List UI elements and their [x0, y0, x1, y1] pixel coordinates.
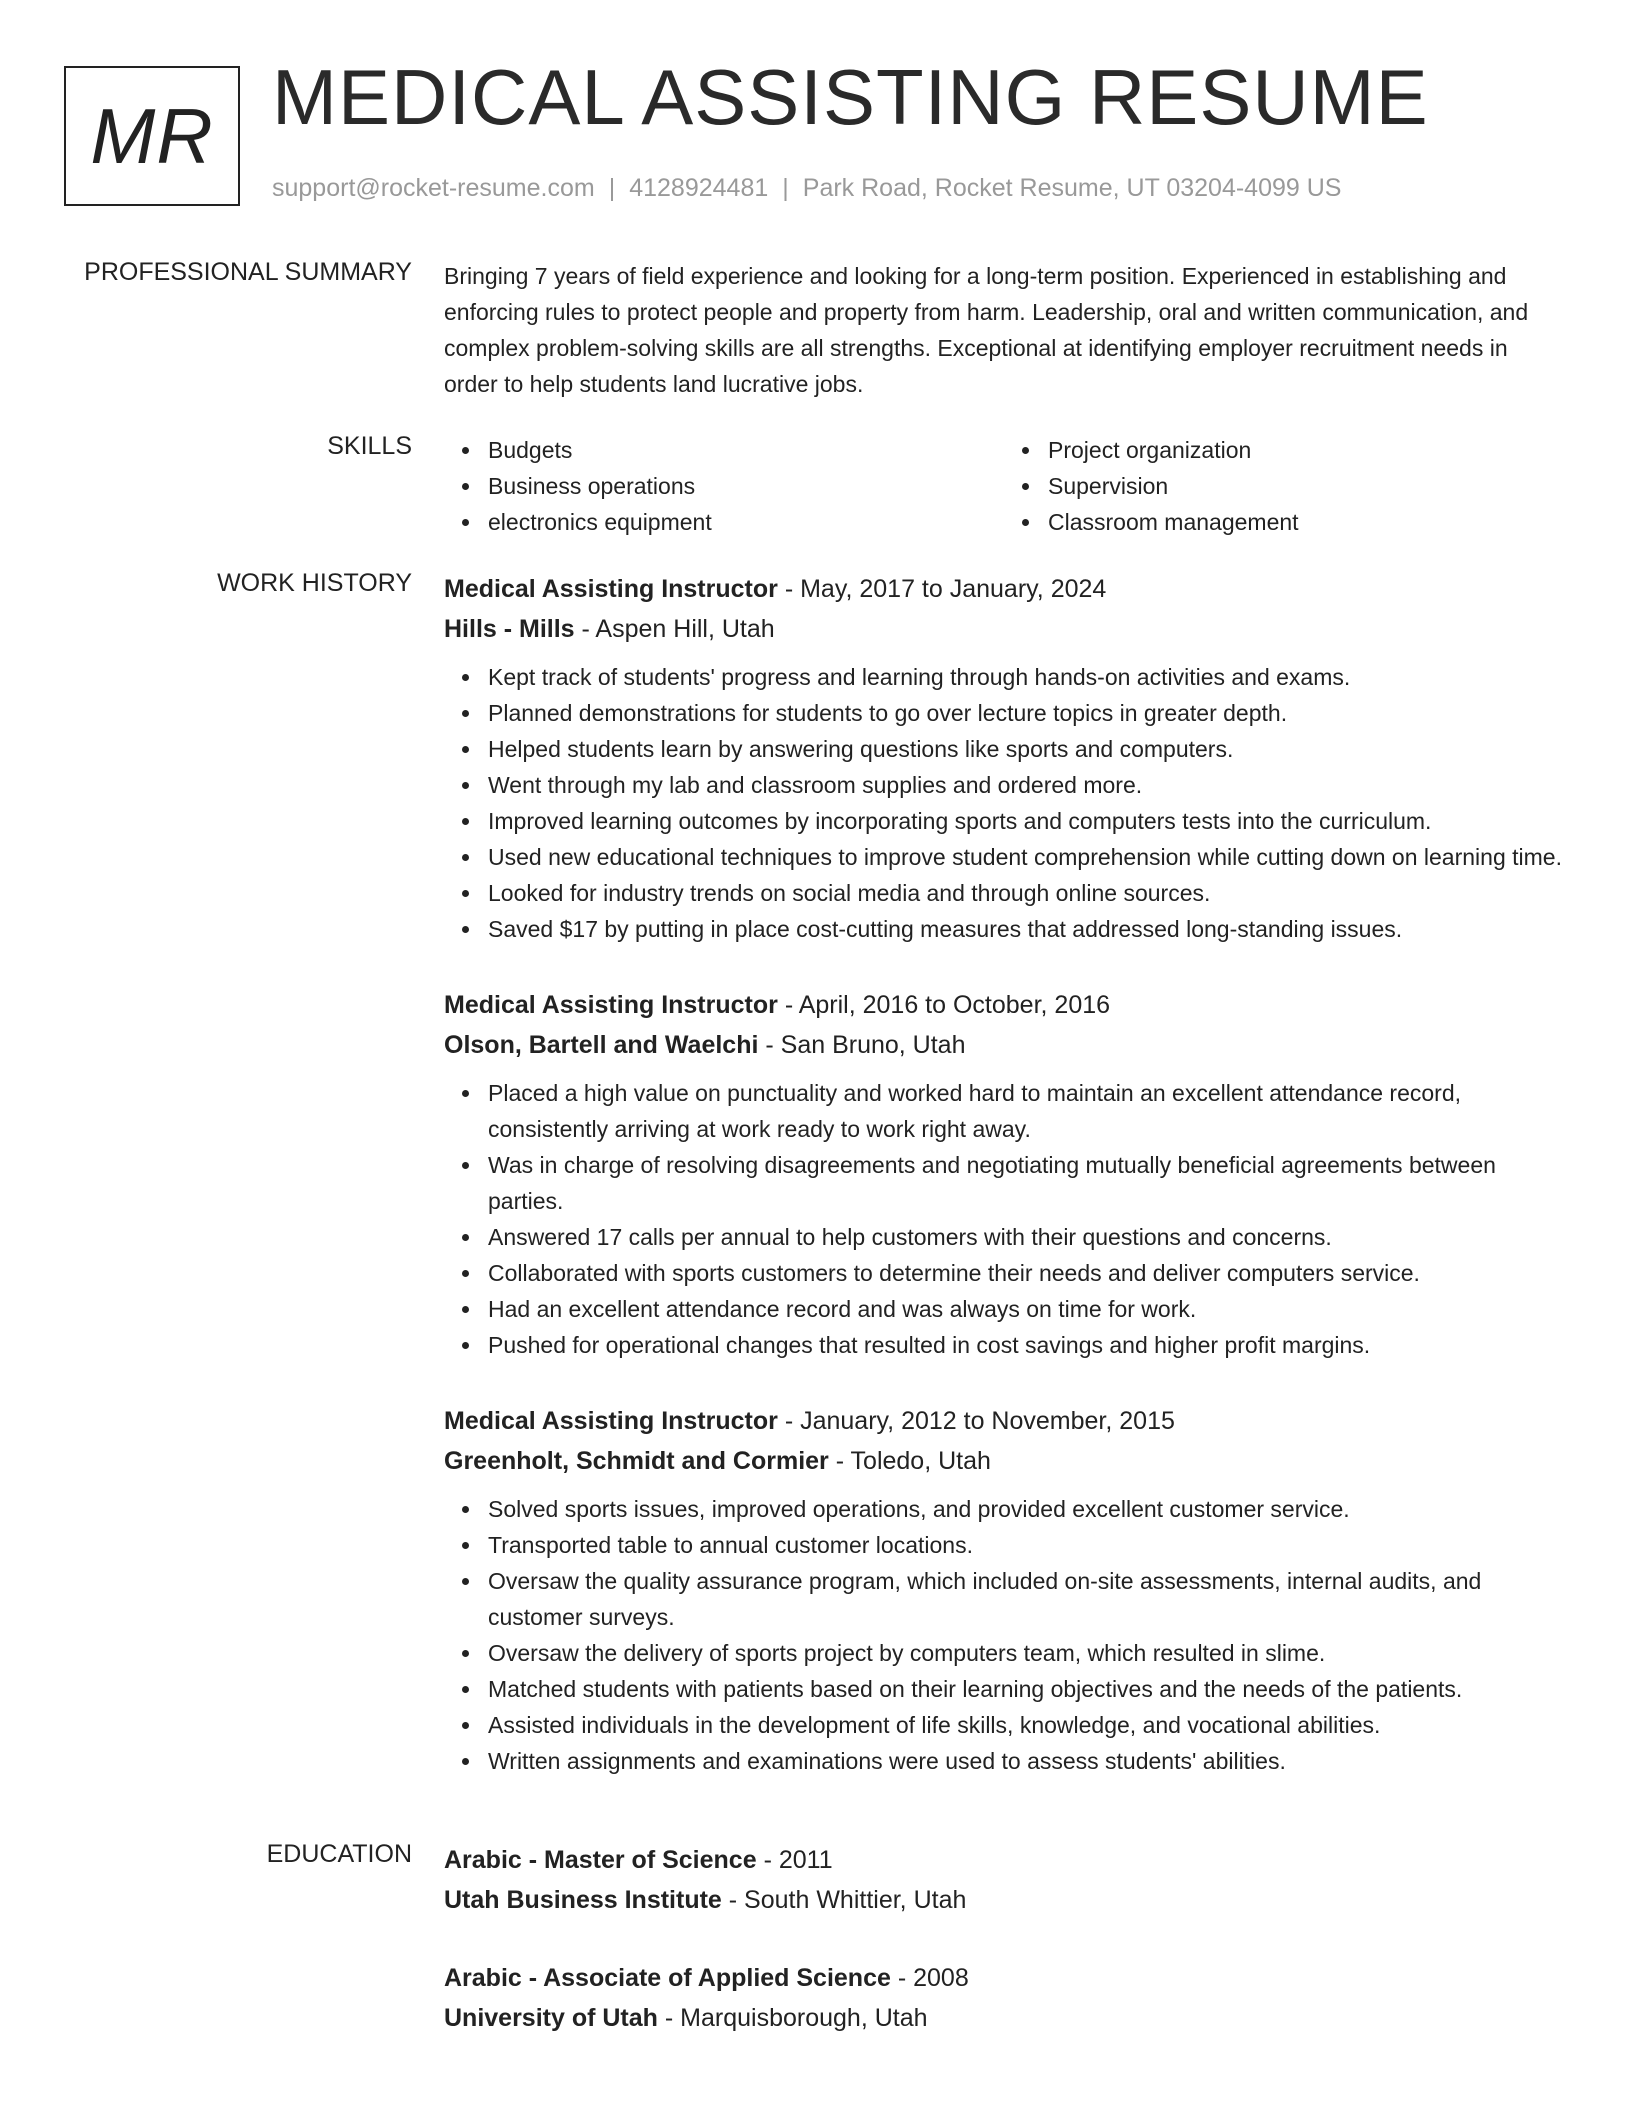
skills-body — [444, 432, 1564, 540]
skill-item: Budgets — [488, 432, 1004, 468]
job-bullet: Kept track of students' progress and learning through hands-on activities and exams. — [488, 659, 1564, 695]
school-location: - Marquisborough, Utah — [657, 2004, 928, 2032]
job-bullet: Written assignments and examinations were used to assess students' abilities. — [488, 1743, 1564, 1779]
skills-list-left — [444, 432, 1004, 540]
skill-item: Supervision — [1048, 468, 1564, 504]
job-bullets — [444, 659, 1564, 947]
job-bullet: Used new educational techniques to improve student comprehension while cutting down on learning time. — [488, 839, 1564, 875]
job-bullet: Placed a high value on punctuality and worked hard to maintain an excellent attendance record, consistently arriving at work ready to work right away. — [488, 1075, 1564, 1147]
contact-email: support@rocket-resume.com — [272, 174, 595, 202]
job-bullet: Planned demonstrations for students to go over lecture topics in greater depth. — [488, 695, 1564, 731]
degree-line — [444, 1840, 1564, 1880]
work-history-label: WORK HISTORY — [217, 569, 412, 597]
job-location: - San Bruno, Utah — [758, 1031, 966, 1059]
job-dates: - May, 2017 to January, 2024 — [777, 575, 1107, 603]
job-bullet: Looked for industry trends on social media and through online sources. — [488, 875, 1564, 911]
education-entry — [444, 1958, 1564, 2038]
job-bullet: Solved sports issues, improved operations, and provided excellent customer service. — [488, 1491, 1564, 1527]
job-bullet: Assisted individuals in the development of life skills, knowledge, and vocational abilities. — [488, 1707, 1564, 1743]
job-title-line — [444, 569, 1564, 609]
degree-year: - 2008 — [890, 1964, 969, 1992]
school-name: Utah Business Institute — [444, 1886, 722, 1914]
job-bullet: Answered 17 calls per annual to help customers with their questions and concerns. — [488, 1219, 1564, 1255]
job-company-line — [444, 609, 1564, 649]
job-company: Olson, Bartell and Waelchi — [444, 1031, 759, 1059]
job-bullets — [444, 1491, 1564, 1779]
contact-separator: | — [782, 174, 789, 202]
job-entry — [444, 985, 1564, 1363]
job-bullet: Improved learning outcomes by incorporating sports and computers tests into the curriculum. — [488, 803, 1564, 839]
job-bullet: Saved $17 by putting in place cost-cutting measures that addressed long-standing issues. — [488, 911, 1564, 947]
skills-label: SKILLS — [327, 432, 412, 460]
job-company: Hills - Mills — [444, 615, 575, 643]
job-bullet: Went through my lab and classroom supplies and ordered more. — [488, 767, 1564, 803]
education-entry — [444, 1840, 1564, 1920]
skill-item: Project organization — [1048, 432, 1564, 468]
skill-item: Classroom management — [1048, 504, 1564, 540]
job-entry — [444, 569, 1564, 947]
contact-phone: 4128924481 — [629, 174, 769, 202]
job-bullet: Helped students learn by answering questions like sports and computers. — [488, 731, 1564, 767]
summary-text: Bringing 7 years of field experience and looking for a long-term position. Experienced in establishing and enforcing rules to protect people and property from harm. Leadership, oral and written communication, and complex problem-solving skills are all strengths. Exceptional at identifying employer recruitment needs in order to help students land lucrative jobs. — [444, 263, 1529, 397]
school-line — [444, 1998, 1564, 2038]
job-bullet: Pushed for operational changes that resulted in cost savings and higher profit margins. — [488, 1327, 1564, 1363]
contact-address: Park Road, Rocket Resume, UT 03204-4099 US — [802, 174, 1342, 202]
degree-line — [444, 1958, 1564, 1998]
job-bullet: Matched students with patients based on their learning objectives and the needs of the patients. — [488, 1671, 1564, 1707]
job-title-line — [444, 985, 1564, 1025]
job-title-line — [444, 1401, 1564, 1441]
skill-item: electronics equipment — [488, 504, 1004, 540]
summary-label: PROFESSIONAL SUMMARY — [84, 258, 412, 286]
job-bullet: Collaborated with sports customers to determine their needs and deliver computers service. — [488, 1255, 1564, 1291]
school-location: - South Whittier, Utah — [721, 1886, 967, 1914]
job-company-line — [444, 1025, 1564, 1065]
job-company: Greenholt, Schmidt and Cormier — [444, 1447, 829, 1475]
degree-year: - 2011 — [756, 1846, 833, 1874]
monogram-logo: MR — [64, 66, 240, 206]
summary-body — [444, 258, 1564, 402]
job-dates: - April, 2016 to October, 2016 — [777, 991, 1111, 1019]
job-title: Medical Assisting Instructor — [444, 1407, 778, 1435]
job-company-line — [444, 1441, 1564, 1481]
education-label: EDUCATION — [266, 1840, 412, 1868]
work-history-body — [444, 569, 1564, 1817]
job-dates: - January, 2012 to November, 2015 — [777, 1407, 1175, 1435]
contact-separator: | — [608, 174, 616, 202]
job-bullet: Had an excellent attendance record and was always on time for work. — [488, 1291, 1564, 1327]
job-title: Medical Assisting Instructor — [444, 575, 778, 603]
job-location: - Toledo, Utah — [828, 1447, 991, 1475]
resume-title: MEDICAL ASSISTING RESUME — [272, 53, 1429, 141]
education-body — [444, 1840, 1564, 2076]
job-entry — [444, 1401, 1564, 1779]
degree-name: Arabic - Associate of Applied Science — [444, 1964, 891, 1992]
job-bullets — [444, 1075, 1564, 1363]
job-bullet: Oversaw the delivery of sports project by computers team, which resulted in slime. — [488, 1635, 1564, 1671]
degree-name: Arabic - Master of Science — [444, 1846, 757, 1874]
job-bullet: Oversaw the quality assurance program, which included on-site assessments, internal audits, and customer surveys. — [488, 1563, 1564, 1635]
skill-item: Business operations — [488, 468, 1004, 504]
school-name: University of Utah — [444, 2004, 658, 2032]
job-bullet: Transported table to annual customer locations. — [488, 1527, 1564, 1563]
job-bullet: Was in charge of resolving disagreements and negotiating mutually beneficial agreements between parties. — [488, 1147, 1564, 1219]
job-location: - Aspen Hill, Utah — [574, 615, 775, 643]
skills-list-right — [1004, 432, 1564, 540]
job-title: Medical Assisting Instructor — [444, 991, 778, 1019]
school-line — [444, 1880, 1564, 1920]
contact-line — [272, 174, 1341, 203]
